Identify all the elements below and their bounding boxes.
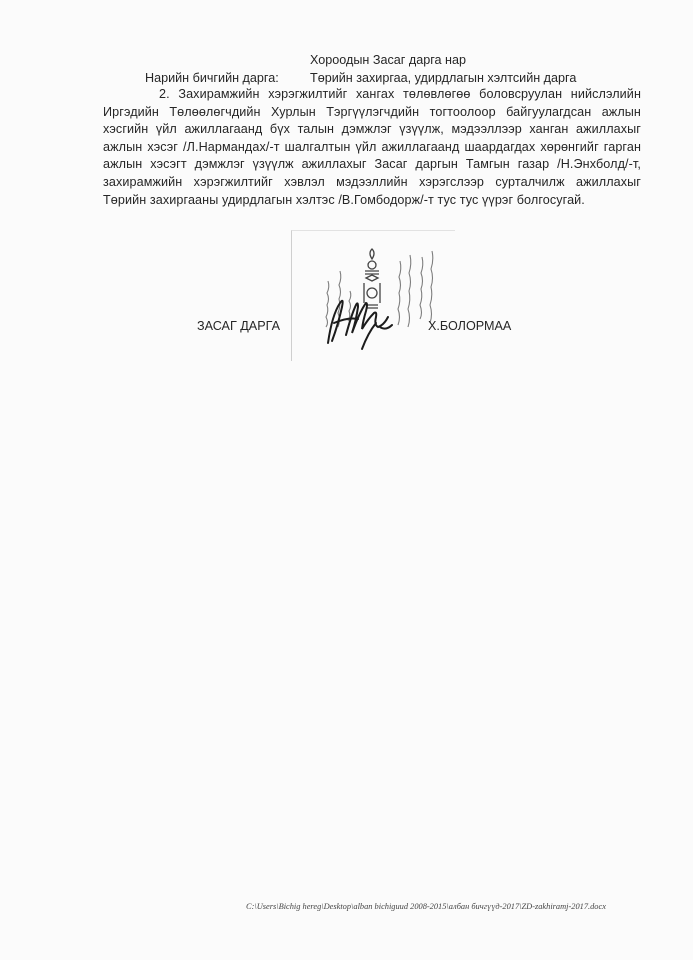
resolution-paragraph [103, 86, 641, 209]
resolution-paragraph-text: 2. Захирамжийн хэрэгжилтийг хангах төлөвлөгөө боловсруулан нийслэлийн Иргэдийн Төлөөлөгчдийн Хурлын Тэргүүлэгчдийн тогтоолоор байгуулагдсан ажлын хэсгийн үйл ажиллагаанд бүх талын дэмжлэг үзүүлж, мэдээллээр ханган ажиллахыг ажлын хэсэг /Л.Нармандах/-т шалгалтын үйл ажиллагаанд шаардагдах хөрөнгийг гарган ажлын хэсэгт дэмжлэг үзүүлж ажиллахыг Засаг даргын Тамгын газар /Н.Энхболд/-т, захирамжийн хэрэгжилтийг хэвлэл мэдээллийн хэрэгслээр сурталчилж ажиллахыг Төрийн захиргааны удирдлагын хэлтэс /В.Гомбодорж/-т тус тус үүрэг болгосугай. [103, 87, 641, 207]
signature-name: Х.БОЛОРМАА [428, 319, 512, 333]
soyombo-emblem-icon [364, 249, 380, 308]
stamp-signature-graphic [292, 231, 455, 361]
footer-file-path: C:\Users\Bichig hereg\Desktop\alban bichiguud 2008-2015\албан бичгүүд-2017\ZD-zakhiramj-2017.docx [246, 902, 606, 911]
committee-line: Хороодын Засаг дарга нар [310, 53, 466, 67]
handwritten-signature [328, 301, 392, 349]
secretary-label: Нарийн бичгийн дарга: [145, 71, 279, 85]
official-stamp-with-signature [291, 230, 455, 361]
secretary-value: Төрийн захиргаа, удирдлагын хэлтсийн дарга [310, 71, 577, 85]
signature-title: ЗАСАГ ДАРГА [197, 319, 280, 333]
